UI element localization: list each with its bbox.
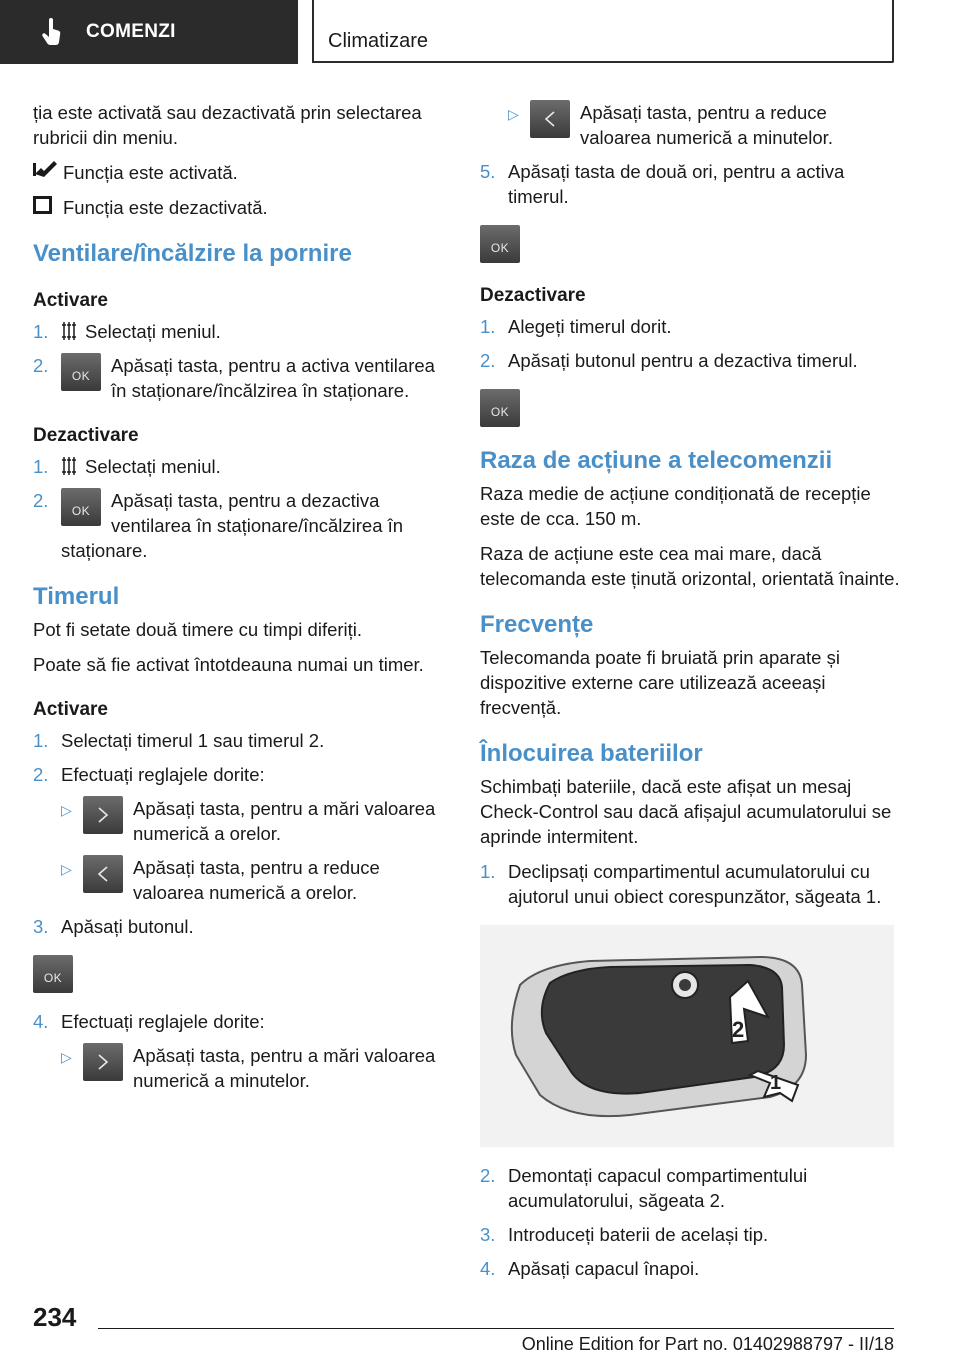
triangle-bullet-icon: ▷: [61, 802, 72, 818]
sub-list-item: ▷ Apăsați tasta, pentru a mări valoarea numerică a orelor.: [61, 798, 436, 844]
list-item: 2. Demontați capacul compartimentului acumulatorului, săgeata 2.: [480, 1165, 808, 1211]
ok-button-icon: [61, 353, 101, 391]
list-item: 4. Efectuați reglajele dorite:: [33, 1011, 265, 1032]
timer-paragraph-2: Poate să fie activat întotdeauna numai un timer.: [33, 654, 424, 675]
checkmark-icon: [33, 160, 63, 185]
sub-list-item: ▷ Apăsați tasta, pentru a reduce valoarea numerică a minutelor.: [508, 102, 833, 148]
heading-ventilation: Ventilare/încălzire la pornire: [33, 240, 352, 267]
heading-activate: Activare: [33, 290, 108, 311]
key-fob-illustration: [480, 925, 894, 1147]
footer-divider: [98, 1328, 894, 1329]
chapter-label: COMENZI: [86, 21, 176, 42]
fan-vent-icon: [61, 456, 79, 476]
range-paragraph-2: Raza de acțiune este cea mai mare, dacă telecomanda este ținută orizontal, orientată înainte.: [480, 543, 900, 589]
empty-square-icon: [33, 195, 63, 220]
heading-battery: Înlocuirea bateriilor: [480, 740, 703, 767]
sub-list-item: ▷ Apăsați tasta, pentru a reduce valoarea numerică a orelor.: [61, 857, 380, 903]
legend-activated-text: Funcția este activată.: [63, 162, 238, 183]
list-item: 1. Selectați timerul 1 sau timerul 2.: [33, 730, 325, 751]
timer-paragraph-1: Pot fi setate două timere cu timpi diferiți.: [33, 619, 363, 640]
list-item: 4. Apăsați capacul înapoi.: [480, 1258, 700, 1279]
heading-timer: Timerul: [33, 583, 120, 610]
section-title: Climatizare: [328, 30, 429, 52]
legend-deactivated: [33, 195, 453, 220]
intro-text: ția este activată sau dezactivată prin selectarea rubricii din meniu.: [33, 102, 422, 148]
footer-edition: Online Edition for Part no. 01402988797 - II/18: [521, 1334, 894, 1354]
page-number: 234: [33, 1302, 77, 1332]
range-paragraph-1: Raza medie de acțiune condiționată de recepție este de cca. 150 m.: [480, 483, 871, 529]
legend-activated: [33, 160, 453, 185]
list-item: 5. Apăsați tasta de două ori, pentru a activa timerul.: [480, 161, 845, 207]
list-item: 1. Alegeți timerul dorit.: [480, 316, 672, 337]
triangle-bullet-icon: ▷: [61, 1049, 72, 1065]
fan-vent-icon: [61, 321, 79, 341]
arrow-left-button-icon: [83, 855, 123, 893]
heading-timer-activate: Activare: [33, 699, 108, 720]
list-item: 1. Selectați meniul.: [33, 321, 221, 342]
triangle-bullet-icon: ▷: [61, 861, 72, 877]
heading-frequencies: Frecvențe: [480, 611, 594, 638]
ok-button-block: [480, 225, 900, 263]
frequencies-paragraph: Telecomanda poate fi bruiată prin aparate și dispozitive externe care utilizează aceeași frecvență.: [480, 647, 840, 718]
ok-button-icon: [480, 225, 520, 263]
arrow-right-button-icon: [83, 796, 123, 834]
list-item: 2. Apăsați butonul pentru a dezactiva timerul.: [480, 350, 858, 371]
legend-deactivated-text: Funcția este dezactivată.: [63, 197, 268, 218]
battery-paragraph: Schimbați bateriile, dacă este afișat un mesaj Check-Control sau dacă afișajul acumulatorului se aprinde intermitent.: [480, 776, 892, 847]
header-bar: [312, 0, 894, 63]
triangle-bullet-icon: ▷: [508, 106, 519, 122]
hand-pointer-icon: [40, 18, 64, 46]
list-item: 2. Efectuați reglajele dorite:: [33, 764, 265, 785]
ok-button-icon: [480, 389, 520, 427]
heading-range: Raza de acțiune a telecomenzii: [480, 447, 833, 474]
list-item: 1. Declipsați compartimentul acumulatorului cu ajutorul unui obiect corespunzător, săgeata 1.: [480, 861, 882, 907]
left-column: [33, 100, 453, 1102]
ok-button-icon: [33, 955, 73, 993]
right-column: [480, 100, 900, 1290]
heading-deactivate: Dezactivare: [33, 425, 139, 446]
list-item: 2. OK Apăsați tasta, pentru a activa ventilarea în staționare/încălzirea în staționare.: [33, 353, 453, 403]
sub-list-item: ▷ Apăsați tasta, pentru a mări valoarea numerică a minutelor.: [61, 1045, 436, 1091]
arrow-right-button-icon: [83, 1043, 123, 1081]
chapter-tab: [0, 0, 298, 64]
arrow-2-label: 2: [732, 1017, 745, 1042]
list-item: 3. Introduceți baterii de același tip.: [480, 1224, 769, 1245]
ok-button-block: [33, 955, 453, 993]
arrow-left-button-icon: [530, 100, 570, 138]
arrow-1-label: 1: [770, 1072, 782, 1094]
key-fob-image: [480, 925, 894, 1147]
heading-deactivate: Dezactivare: [480, 285, 586, 306]
ok-button-icon: [61, 488, 101, 526]
list-item: 1. Selectați meniul.: [33, 456, 221, 477]
list-item: 2. OK Apăsați tasta, pentru a dezactiva ventilarea în staționare/încălzirea în staționare.: [33, 488, 453, 563]
list-item: 3. Apăsați butonul.: [33, 916, 194, 937]
ok-button-block: [480, 389, 900, 427]
